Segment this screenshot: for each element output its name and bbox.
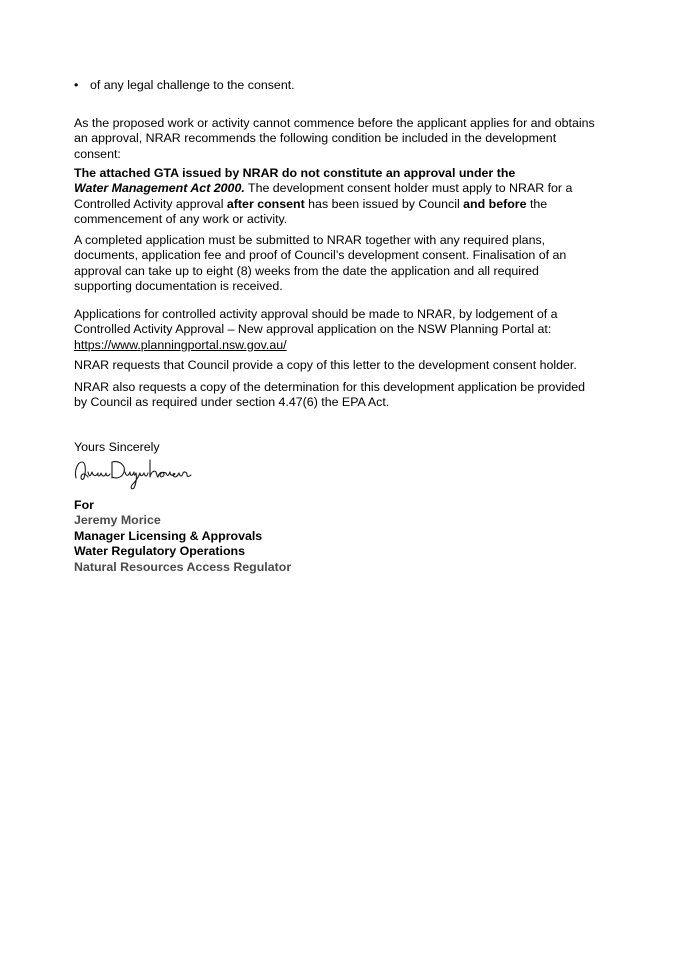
condition-bold-heading: The attached GTA issued by NRAR do not constitute an approval under the (74, 166, 516, 180)
signatory-name: Jeremy Morice (74, 513, 161, 528)
closing-text: Yours Sincerely (74, 440, 160, 454)
condition-text: The development consent holder must apply to NRAR for a (244, 181, 573, 196)
paragraph-approval (74, 116, 630, 162)
paragraph-line: Controlled Activity Approval – New approval application on the NSW Planning Portal at: (74, 322, 552, 337)
bullet-symbol: • (74, 78, 79, 92)
paragraph-line: NRAR also requests a copy of the determination for this development application be provided (74, 380, 586, 394)
signatory-organisation: Natural Resources Access Regulator (74, 559, 292, 574)
paragraph-copy-letter (74, 358, 630, 373)
paragraph-line: by Council as required under section 4.47(6) the EPA Act. (74, 395, 390, 410)
paragraph-determination (74, 380, 630, 411)
paragraph-completed-application (74, 233, 630, 295)
paragraph-line: consent: (74, 146, 121, 161)
paragraph-line: documents, application fee and proof of Council’s development consent. Finalisation of an (74, 248, 567, 263)
paragraph-line: approval can take up to eight (8) weeks from the date the application and all required (74, 263, 539, 278)
planning-portal-link[interactable]: https://www.planningportal.nsw.gov.au/ (74, 337, 287, 352)
paragraph-line: supporting documentation is received. (74, 279, 283, 294)
paragraph-line: A completed application must be submitted to NRAR together with any required plans, (74, 233, 546, 247)
paragraph-line: NRAR requests that Council provide a copy of this letter to the development consent holder. (74, 358, 577, 372)
condition-bold-and-before: and before (463, 196, 527, 211)
signature-block (74, 498, 630, 575)
condition-text: has been issued by Council (304, 196, 464, 211)
closing-salutation (74, 440, 630, 455)
signature-for: For (74, 498, 94, 512)
paragraph-line: Applications for controlled activity approval should be made to NRAR, by lodgement of a (74, 307, 558, 321)
paragraph-condition (74, 166, 630, 228)
condition-text: Controlled Activity approval (74, 196, 227, 211)
handwritten-signature (72, 458, 212, 492)
paragraph-line: an approval, NRAR recommends the following condition be included in the development (74, 131, 557, 146)
bullet-text: of any legal challenge to the consent. (90, 78, 295, 92)
condition-bold-after-consent: after consent (226, 196, 305, 211)
condition-text: commencement of any work or activity. (74, 212, 288, 227)
paragraph-line: As the proposed work or activity cannot commence before the applicant applies for and obtains (74, 116, 595, 130)
act-name: Water Management Act 2000. (74, 181, 245, 196)
signatory-title: Manager Licensing & Approvals (74, 528, 263, 543)
condition-text: the (526, 196, 548, 211)
paragraph-planning-portal (74, 307, 630, 353)
signatory-unit: Water Regulatory Operations (74, 544, 245, 559)
